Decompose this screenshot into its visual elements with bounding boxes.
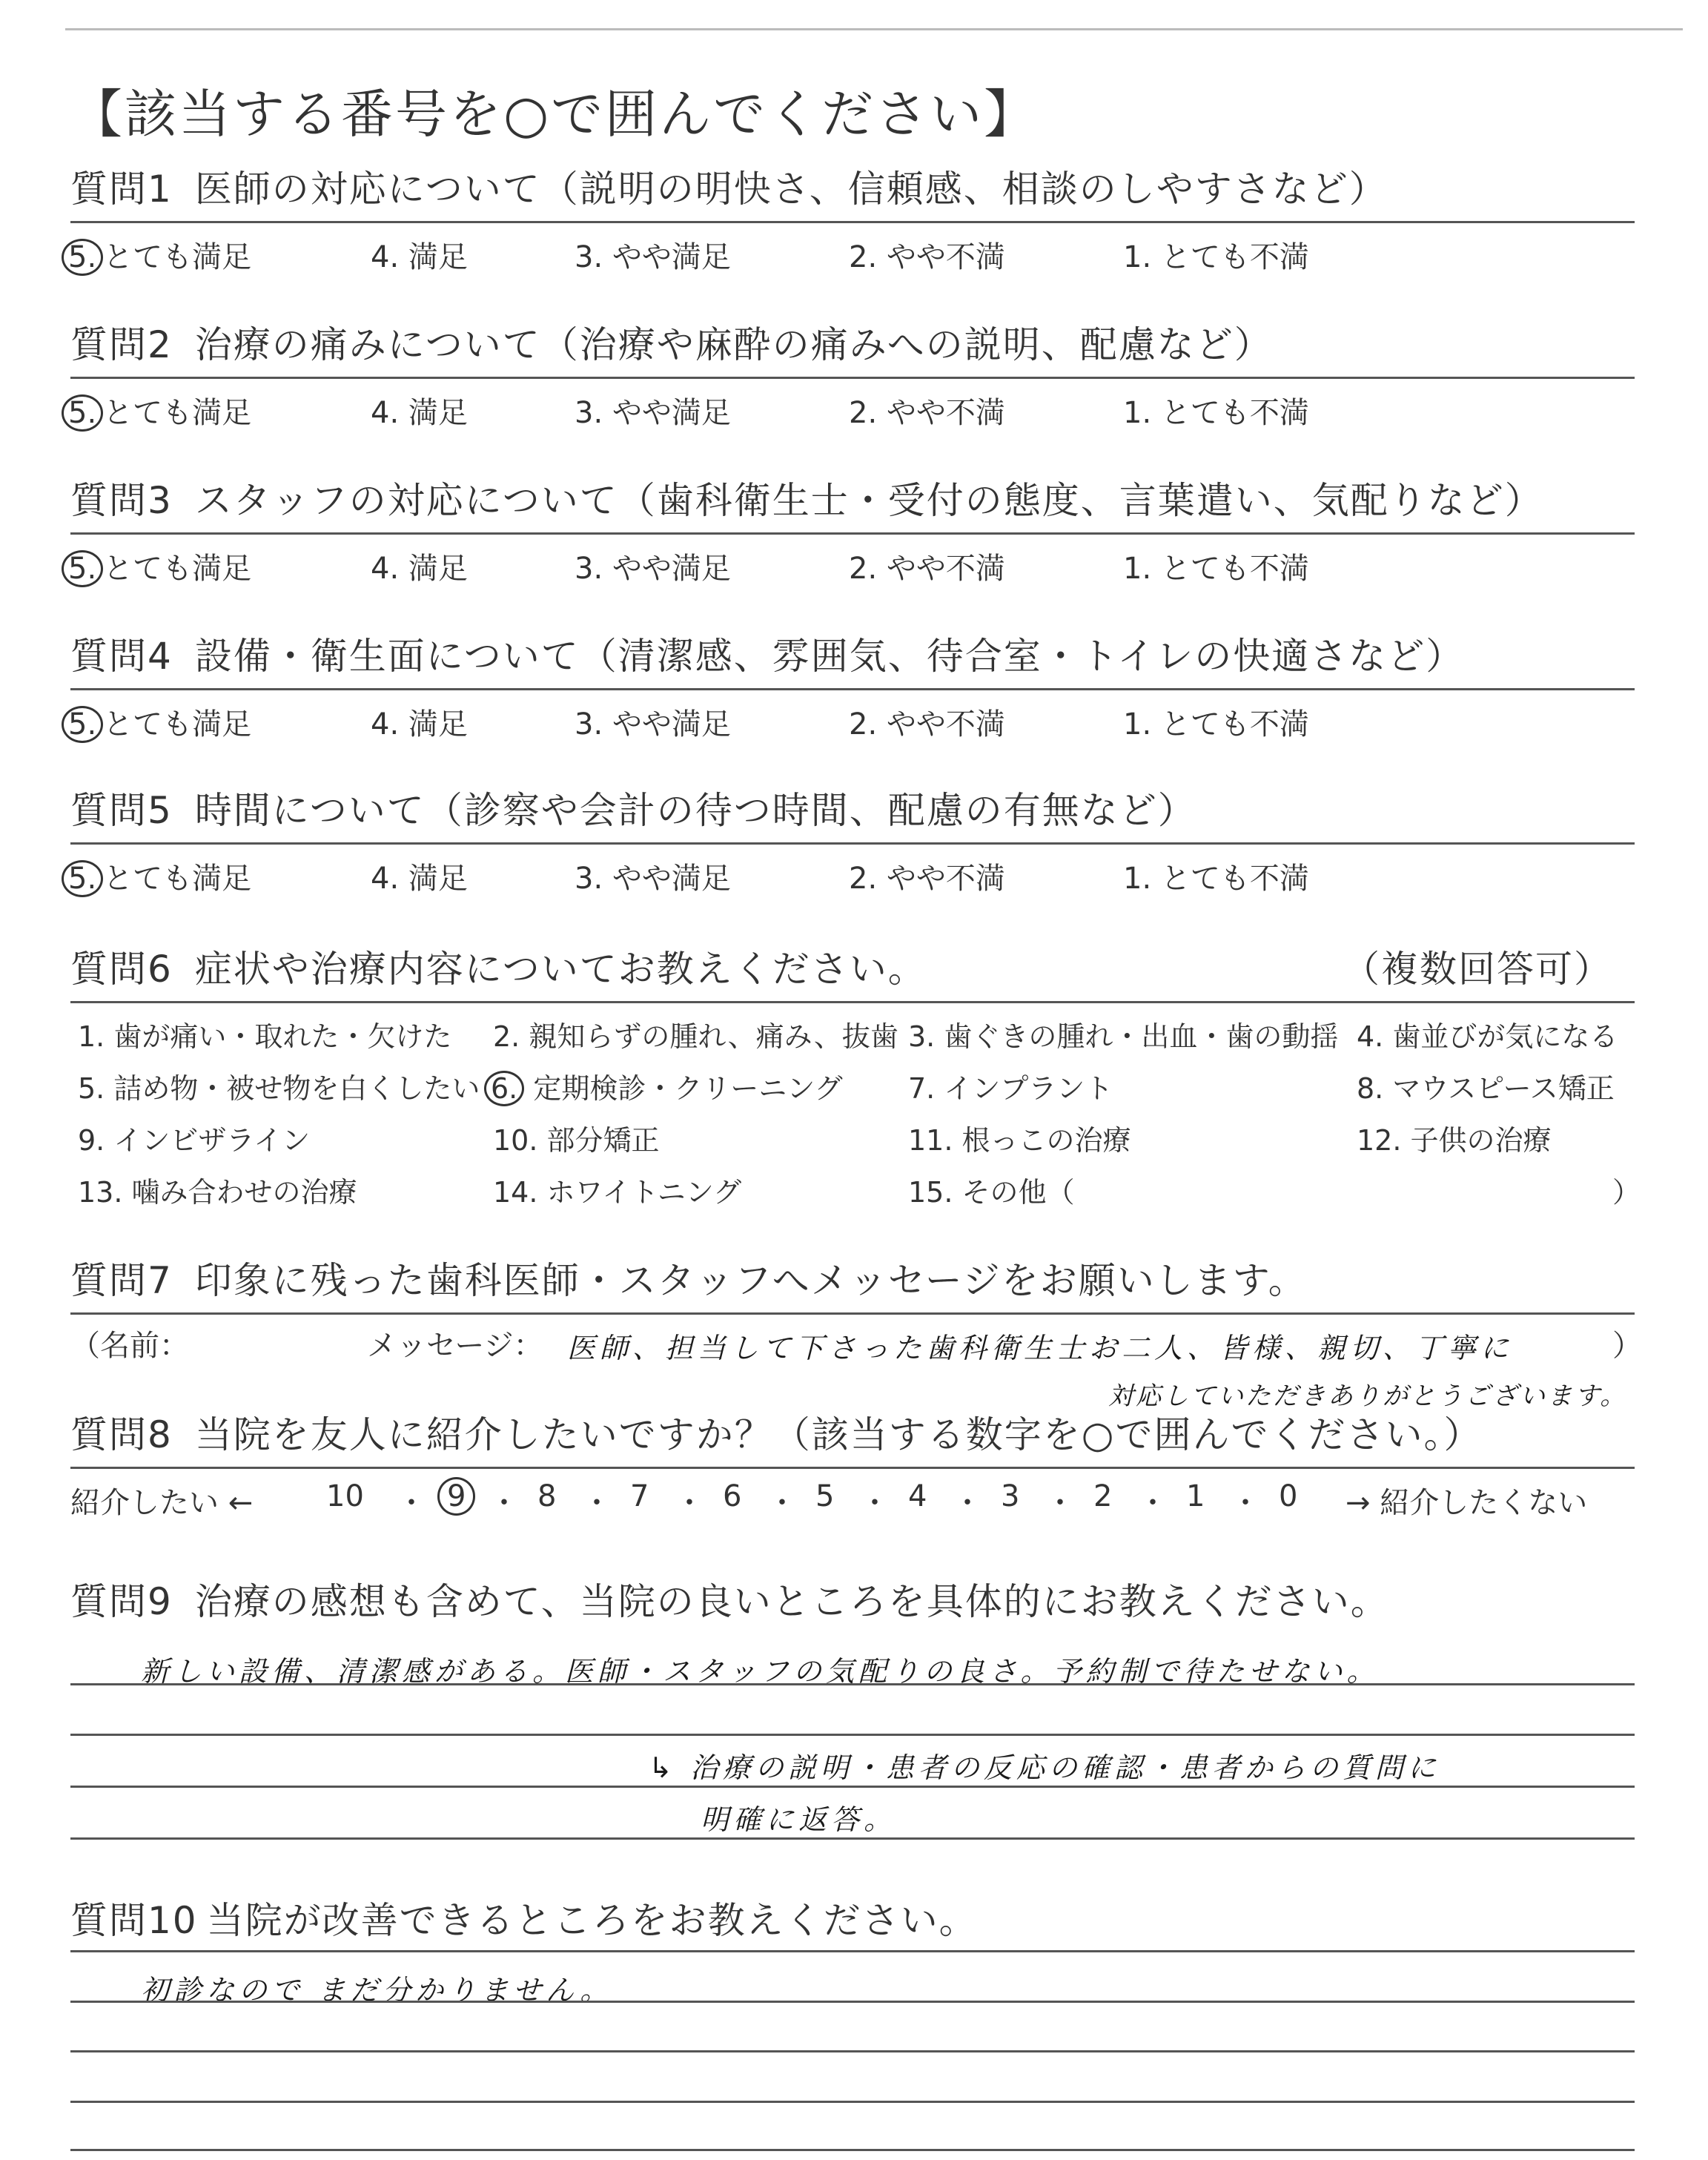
choice-1[interactable]: 1. とても不満 xyxy=(1123,552,1309,586)
treatment-options xyxy=(70,1003,1641,1218)
scale-9[interactable] xyxy=(437,1479,475,1513)
choice-3[interactable]: 3. やや満足 xyxy=(575,707,731,742)
question-number: 質問1 xyxy=(70,168,173,211)
option-11[interactable]: 11. 根っこの治療 xyxy=(908,1124,1131,1157)
scale-7[interactable]: 7 xyxy=(630,1479,649,1513)
choice-1[interactable]: 1. とても不満 xyxy=(1123,707,1309,742)
choice-5[interactable]: 5. とても満足 xyxy=(70,545,251,587)
message-label: メッセージ： xyxy=(367,1329,543,1363)
scale-2[interactable]: 2 xyxy=(1093,1479,1113,1513)
scale-6[interactable]: 6 xyxy=(723,1479,742,1513)
question-9 xyxy=(70,1576,1635,1836)
question-number: 質問10 xyxy=(70,1899,198,1942)
answer-rule xyxy=(70,2149,1635,2151)
recommend-scale: 紹介したい ← 10 ・ 9 ・ 8 ・ 7 ・ 6 ・ 5 ・ 4 ・ 3 ・ 2 ・ 1 ・ 0 → 紹介したくない xyxy=(70,1469,1635,1528)
scale-left-label: 紹介したい ← xyxy=(70,1486,254,1520)
question-number: 質問4 xyxy=(70,635,173,678)
question-title: 設備・衛生面について（清潔感、雰囲気、待合室・トイレの快適さなど） xyxy=(194,635,1465,678)
handwritten-answer-line2: ↳ 治療の説明・患者の反応の確認・患者からの質問に xyxy=(649,1751,1440,1784)
question-number: 質問8 xyxy=(70,1413,173,1456)
multiple-answer-note: （複数回答可） xyxy=(1343,948,1612,991)
satisfaction-choices xyxy=(70,223,1635,275)
answer-rule xyxy=(70,2001,1635,2003)
question-8 xyxy=(70,1409,1635,1528)
choice-1[interactable]: 1. とても不満 xyxy=(1123,240,1309,274)
choice-4[interactable]: 4. 満足 xyxy=(371,862,468,896)
question-title: 治療の感想も含めて、当院の良いところを具体的にお教えください。 xyxy=(194,1580,1389,1623)
option-12[interactable]: 12. 子供の治療 xyxy=(1357,1124,1552,1157)
choice-4[interactable]: 4. 満足 xyxy=(371,396,468,430)
answer-rule xyxy=(70,2101,1635,2103)
handwritten-answer-line1: 初診なので まだ分かりません。 xyxy=(141,1974,613,2007)
question-10 xyxy=(70,1895,1635,2007)
handwritten-message-line2: 対応していただきありがとうございます。 xyxy=(1108,1381,1628,1411)
selected-circle: 5. xyxy=(62,550,103,587)
option-14[interactable]: 14. ホワイトニング xyxy=(493,1176,742,1209)
question-title: 当院が改善できるところをお教えください。 xyxy=(206,1899,978,1942)
choice-5[interactable]: 5. とても満足 xyxy=(70,389,251,432)
question-title: スタッフの対応について（歯科衛生士・受付の態度、言葉遣い、気配りなど） xyxy=(194,479,1543,522)
question-title: 症状や治療内容についてお教えください。 xyxy=(194,948,927,991)
option-2[interactable]: 2. 親知らずの腫れ、痛み、抜歯 xyxy=(493,1020,898,1053)
choice-2[interactable]: 2. やや不満 xyxy=(849,862,1005,896)
choice-3[interactable]: 3. やや満足 xyxy=(575,240,731,274)
question-6 xyxy=(70,943,1641,1218)
question-1 xyxy=(70,163,1635,275)
question-3 xyxy=(70,475,1635,587)
satisfaction-choices xyxy=(70,845,1635,896)
option-8[interactable]: 8. マウスピース矯正 xyxy=(1357,1072,1615,1105)
selected-circle: 9 xyxy=(437,1477,475,1516)
question-title: 医師の対応について（説明の明快さ、信頼感、相談のしやすさなど） xyxy=(194,168,1388,211)
form-header: 【該当する番号を○で囲んでください】 xyxy=(70,84,1039,145)
choice-2[interactable]: 2. やや不満 xyxy=(849,552,1005,586)
option-4[interactable]: 4. 歯並びが気になる xyxy=(1357,1020,1618,1053)
question-number: 質問2 xyxy=(70,323,173,366)
choice-2[interactable]: 2. やや不満 xyxy=(849,707,1005,742)
question-number: 質問9 xyxy=(70,1580,173,1623)
answer-rule xyxy=(70,1734,1635,1736)
answer-rule xyxy=(70,1683,1635,1685)
scale-4[interactable]: 4 xyxy=(908,1479,927,1513)
satisfaction-choices xyxy=(70,535,1635,587)
option-15[interactable]: 15. その他（ xyxy=(908,1176,1075,1209)
choice-4[interactable]: 4. 満足 xyxy=(371,240,468,274)
question-title: 当院を友人に紹介したいですか？（該当する数字を○で囲んでください。） xyxy=(194,1413,1483,1456)
option-6[interactable]: 6. 定期検診・クリーニング xyxy=(493,1066,843,1106)
choice-5[interactable]: 5. とても満足 xyxy=(70,234,251,276)
name-label: （名前： xyxy=(70,1329,189,1363)
close-paren: ） xyxy=(1612,1329,1642,1363)
question-title: 印象に残った歯科医師・スタッフへメッセージをお願いします。 xyxy=(194,1259,1307,1302)
scale-right-label: → 紹介したくない xyxy=(1345,1486,1588,1520)
choice-1[interactable]: 1. とても不満 xyxy=(1123,862,1309,896)
choice-4[interactable]: 4. 満足 xyxy=(371,552,468,586)
answer-rule xyxy=(70,2050,1635,2052)
question-5 xyxy=(70,785,1635,896)
selected-circle: 5. xyxy=(62,860,103,897)
choice-4[interactable]: 4. 満足 xyxy=(371,707,468,742)
choice-2[interactable]: 2. やや不満 xyxy=(849,240,1005,274)
satisfaction-choices xyxy=(70,379,1635,431)
choice-1[interactable]: 1. とても不満 xyxy=(1123,396,1309,430)
question-number: 質問6 xyxy=(70,948,173,991)
answer-rule xyxy=(70,1786,1635,1788)
handwritten-answer-line1: 新しい設備、清潔感がある。医師・スタッフの気配りの良さ。予約制で待たせない。 xyxy=(141,1655,1380,1688)
choice-3[interactable]: 3. やや満足 xyxy=(575,396,731,430)
question-number: 質問7 xyxy=(70,1259,173,1302)
question-number: 質問5 xyxy=(70,789,173,832)
option-15-close: ） xyxy=(1612,1176,1641,1209)
scale-3[interactable]: 3 xyxy=(1001,1479,1020,1513)
option-3[interactable]: 3. 歯ぐきの腫れ・出血・歯の動揺 xyxy=(908,1020,1339,1053)
answer-rule xyxy=(70,1837,1635,1840)
option-13[interactable]: 13. 噛み合わせの治療 xyxy=(78,1176,357,1209)
question-7 xyxy=(70,1255,1642,1426)
question-4 xyxy=(70,630,1635,742)
selected-circle: 5. xyxy=(62,394,103,432)
question-2 xyxy=(70,319,1635,431)
scale-8[interactable]: 8 xyxy=(537,1479,557,1513)
scale-0[interactable]: 0 xyxy=(1279,1479,1298,1513)
option-1[interactable]: 1. 歯が痛い・取れた・欠けた xyxy=(78,1020,452,1053)
handwritten-answer-line3: 明確に返答。 xyxy=(701,1803,897,1836)
top-rule xyxy=(65,28,1683,30)
handwritten-message-line1: 医師、担当して下さった歯科衛生士お二人、皆様、親切、丁寧に xyxy=(567,1332,1514,1364)
answer-rule xyxy=(70,1950,1635,1952)
choice-2[interactable]: 2. やや不満 xyxy=(849,396,1005,430)
option-9[interactable]: 9. インビザライン xyxy=(78,1124,311,1157)
question-title: 治療の痛みについて（治療や麻酔の痛みへの説明、配慮など） xyxy=(194,323,1273,366)
choice-5[interactable]: 5. とても満足 xyxy=(70,701,251,743)
selected-circle: 6. xyxy=(484,1071,524,1106)
selected-circle: 5. xyxy=(62,239,103,276)
selected-circle: 5. xyxy=(62,706,103,743)
scale-5[interactable]: 5 xyxy=(815,1479,835,1513)
option-5[interactable]: 5. 詰め物・被せ物を白くしたい xyxy=(78,1072,480,1105)
choice-3[interactable]: 3. やや満足 xyxy=(575,862,731,896)
scale-1[interactable]: 1 xyxy=(1186,1479,1205,1513)
option-7[interactable]: 7. インプラント xyxy=(908,1072,1113,1105)
scale-10[interactable]: 10 xyxy=(326,1479,364,1513)
option-10[interactable]: 10. 部分矯正 xyxy=(493,1124,660,1157)
question-number: 質問3 xyxy=(70,479,173,522)
choice-5[interactable]: 5. とても満足 xyxy=(70,855,251,897)
question-title: 時間について（診察や会計の待つ時間、配慮の有無など） xyxy=(194,789,1196,832)
choice-3[interactable]: 3. やや満足 xyxy=(575,552,731,586)
satisfaction-choices xyxy=(70,690,1635,742)
